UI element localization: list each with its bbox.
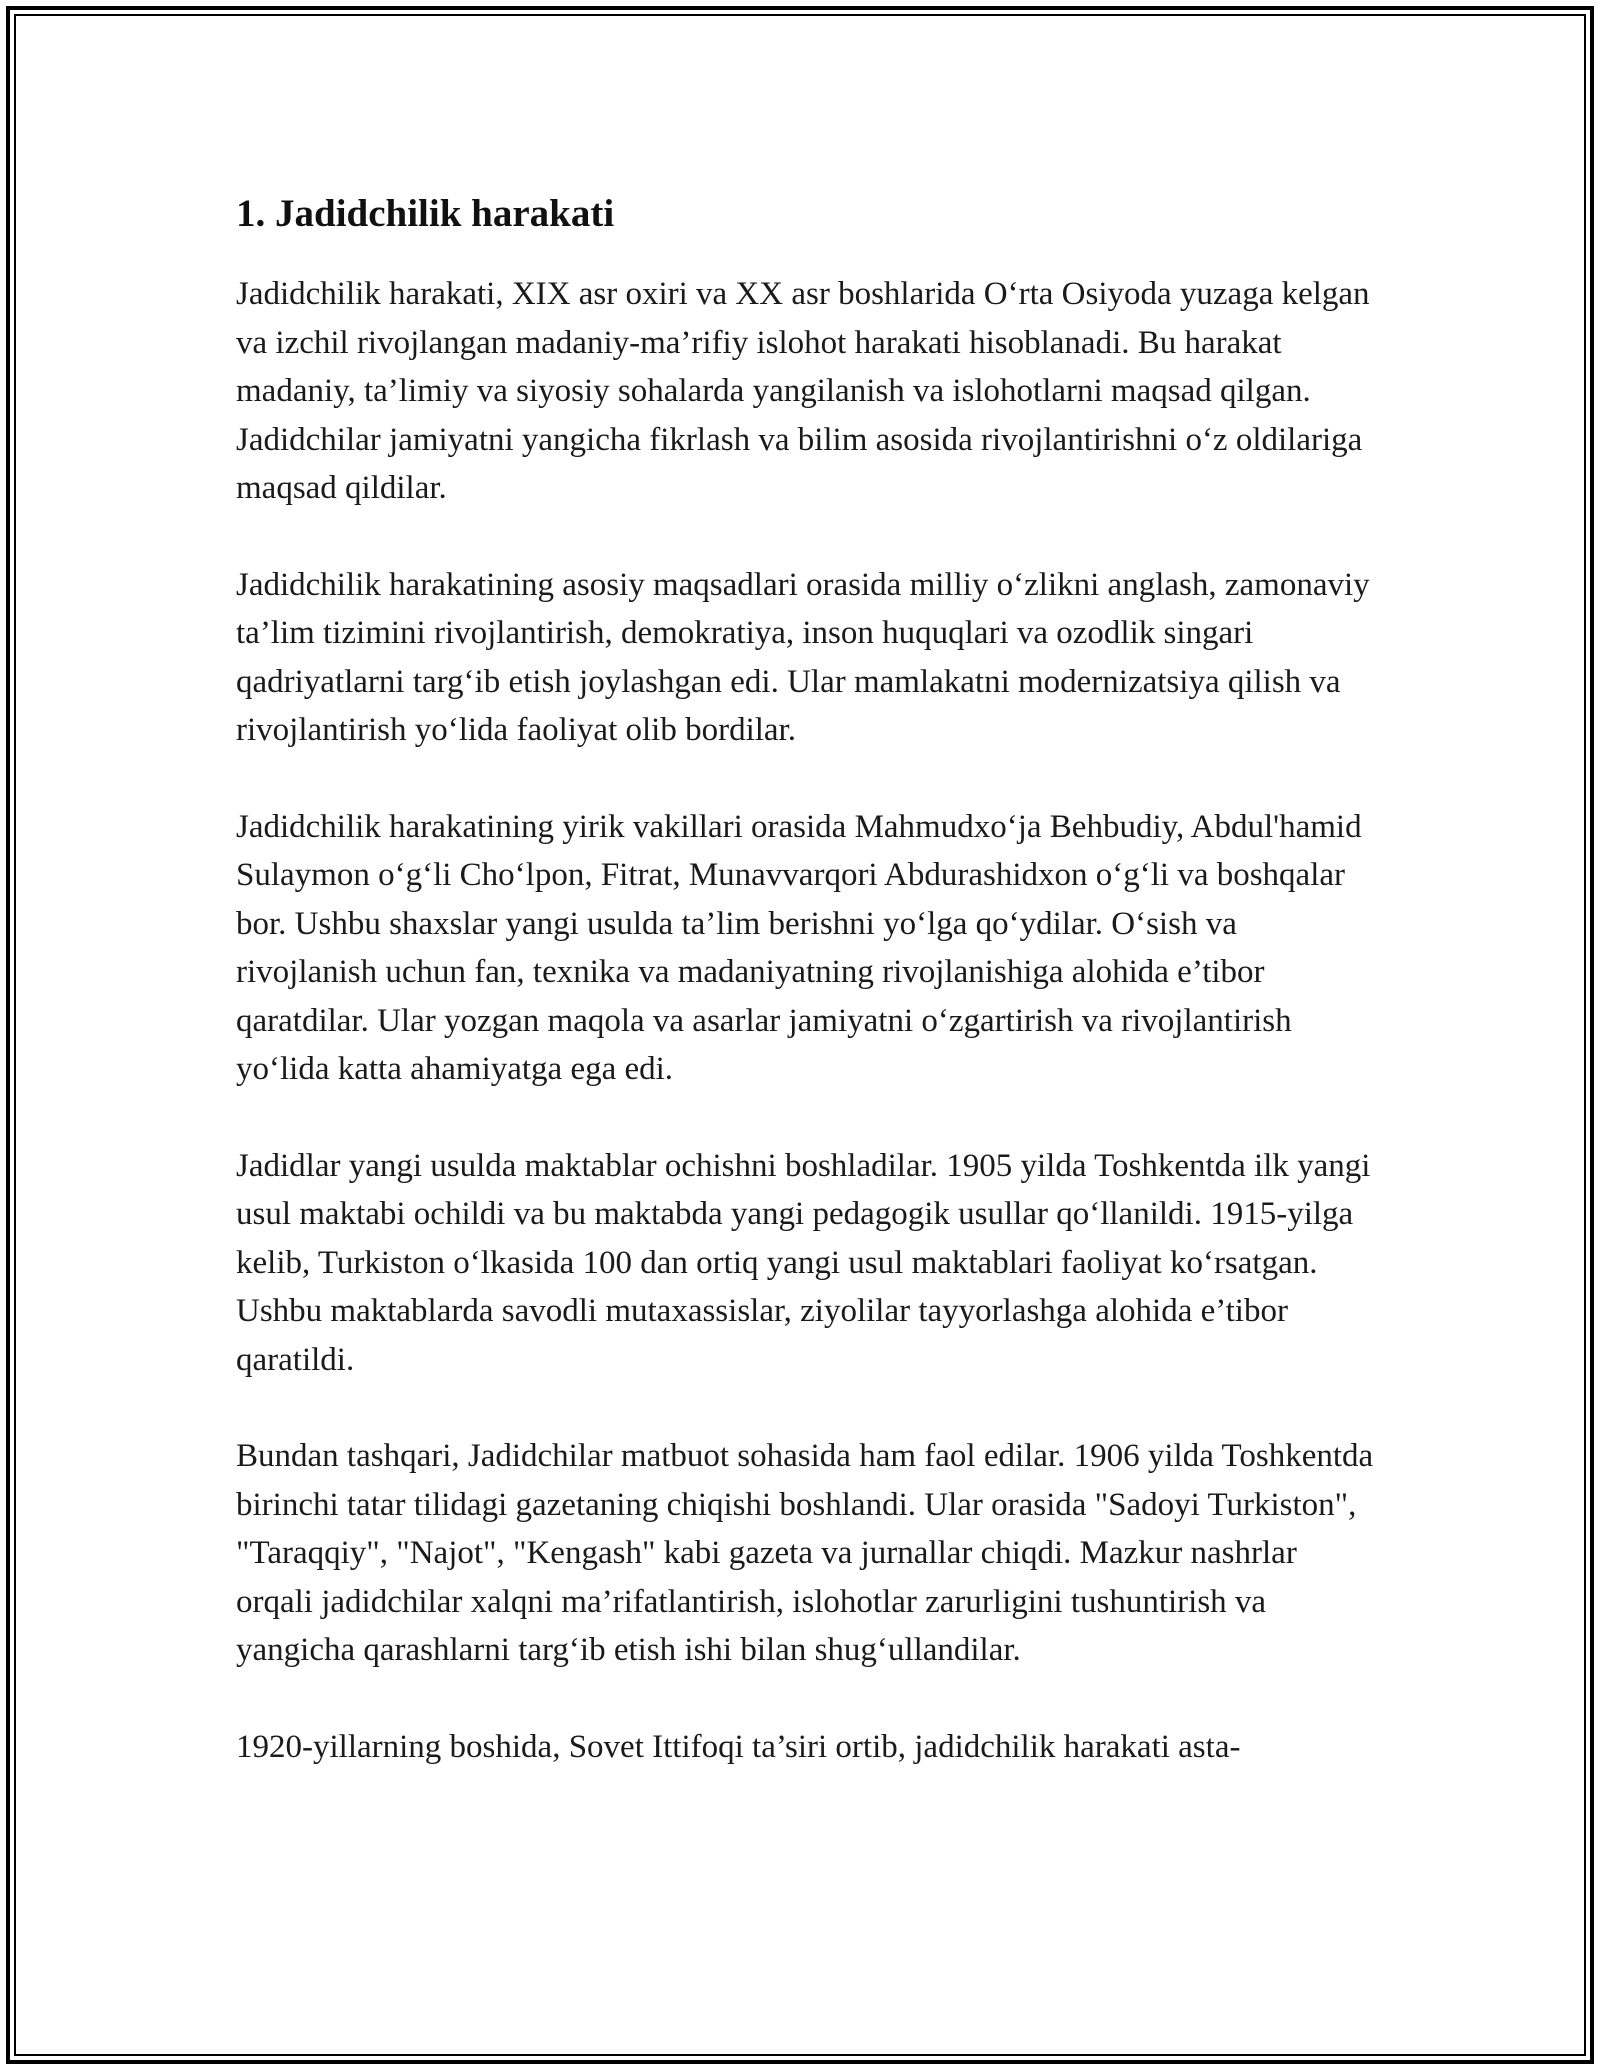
paragraph-soviet-era: 1920-yillarning boshida, Sovet Ittifoqi ta’siri ortib, jadidchilik harakati asta-	[236, 1728, 1241, 1765]
paragraph-intro: Jadidchilik harakati, XIX asr oxiri va XX asr boshlarida O‘rta Osiyoda yuzaga kelgan va izchil rivojlangan madaniy-ma’rifiy islohot harakati hisoblanadi. Bu harakat madaniy, ta’limiy va siyosiy sohalarda yangilanish va islohotlarni maqsad qilgan. Jadidchilar jamiyatni yangicha fikrlash va bilim asosida rivojlantirishni o‘z oldilariga maqsad qildilar.	[236, 276, 1370, 506]
paragraph-goals: Jadidchilik harakatining asosiy maqsadlari orasida milliy o‘zlikni anglash, zamonaviy ta’lim tizimini rivojlantirish, demokratiya, inson huquqlari va ozodlik singari qadriyatlarni targ‘ib etish joylashgan edi. Ular mamlakatni modernizatsiya qilish va rivojlantirish yo‘lida faoliyat olib bordilar.	[236, 566, 1370, 748]
paragraph-press: Bundan tashqari, Jadidchilar matbuot sohasida ham faol edilar. 1906 yilda Toshkentda birinchi tatar tilidagi gazetaning chiqishi boshlandi. Ular orasida "Sadoyi Turkiston", "Taraqqiy", "Najot", "Kengash" kabi gazeta va jurnallar chiqdi. Mazkur nashrlar orqali jadidchilar xalqni ma’rifatlantirish, islohotlar zarurligini tushuntirish va yangicha qarashlarni targ‘ib etish ishi bilan shug‘ullandilar.	[236, 1438, 1374, 1668]
paragraph-schools: Jadidlar yangi usulda maktablar ochishni boshladilar. 1905 yilda Toshkentda ilk yangi usul maktabi ochildi va bu maktabda yangi pedagogik usullar qo‘llanildi. 1915-yilga kelib, Turkiston o‘lkasida 100 dan ortiq yangi usul maktablari faoliyat ko‘rsatgan. Ushbu maktablarda savodli mutaxassislar, ziyolilar tayyorlashga alohida e’tibor qaratildi.	[236, 1147, 1371, 1378]
paragraph-representatives: Jadidchilik harakatining yirik vakillari orasida Mahmudxo‘ja Behbudiy, Abdul'hamid Sulaymon o‘g‘li Cho‘lpon, Fitrat, Munavvarqori Abdurashidxon o‘g‘li va boshqalar bor. Ushbu shaxslar yangi usulda ta’lim berishni yo‘lga qo‘ydilar. O‘sish va rivojlanish uchun fan, texnika va madaniyatning rivojlanishiga alohida e’tibor qaratdilar. Ular yozgan maqola va asarlar jamiyatni o‘zgartirish va rivojlantirish yo‘lida katta ahamiyatga ega edi.	[236, 808, 1362, 1087]
document-body	[236, 188, 1376, 1771]
section-heading: 1. Jadidchilik harakati	[236, 192, 615, 235]
